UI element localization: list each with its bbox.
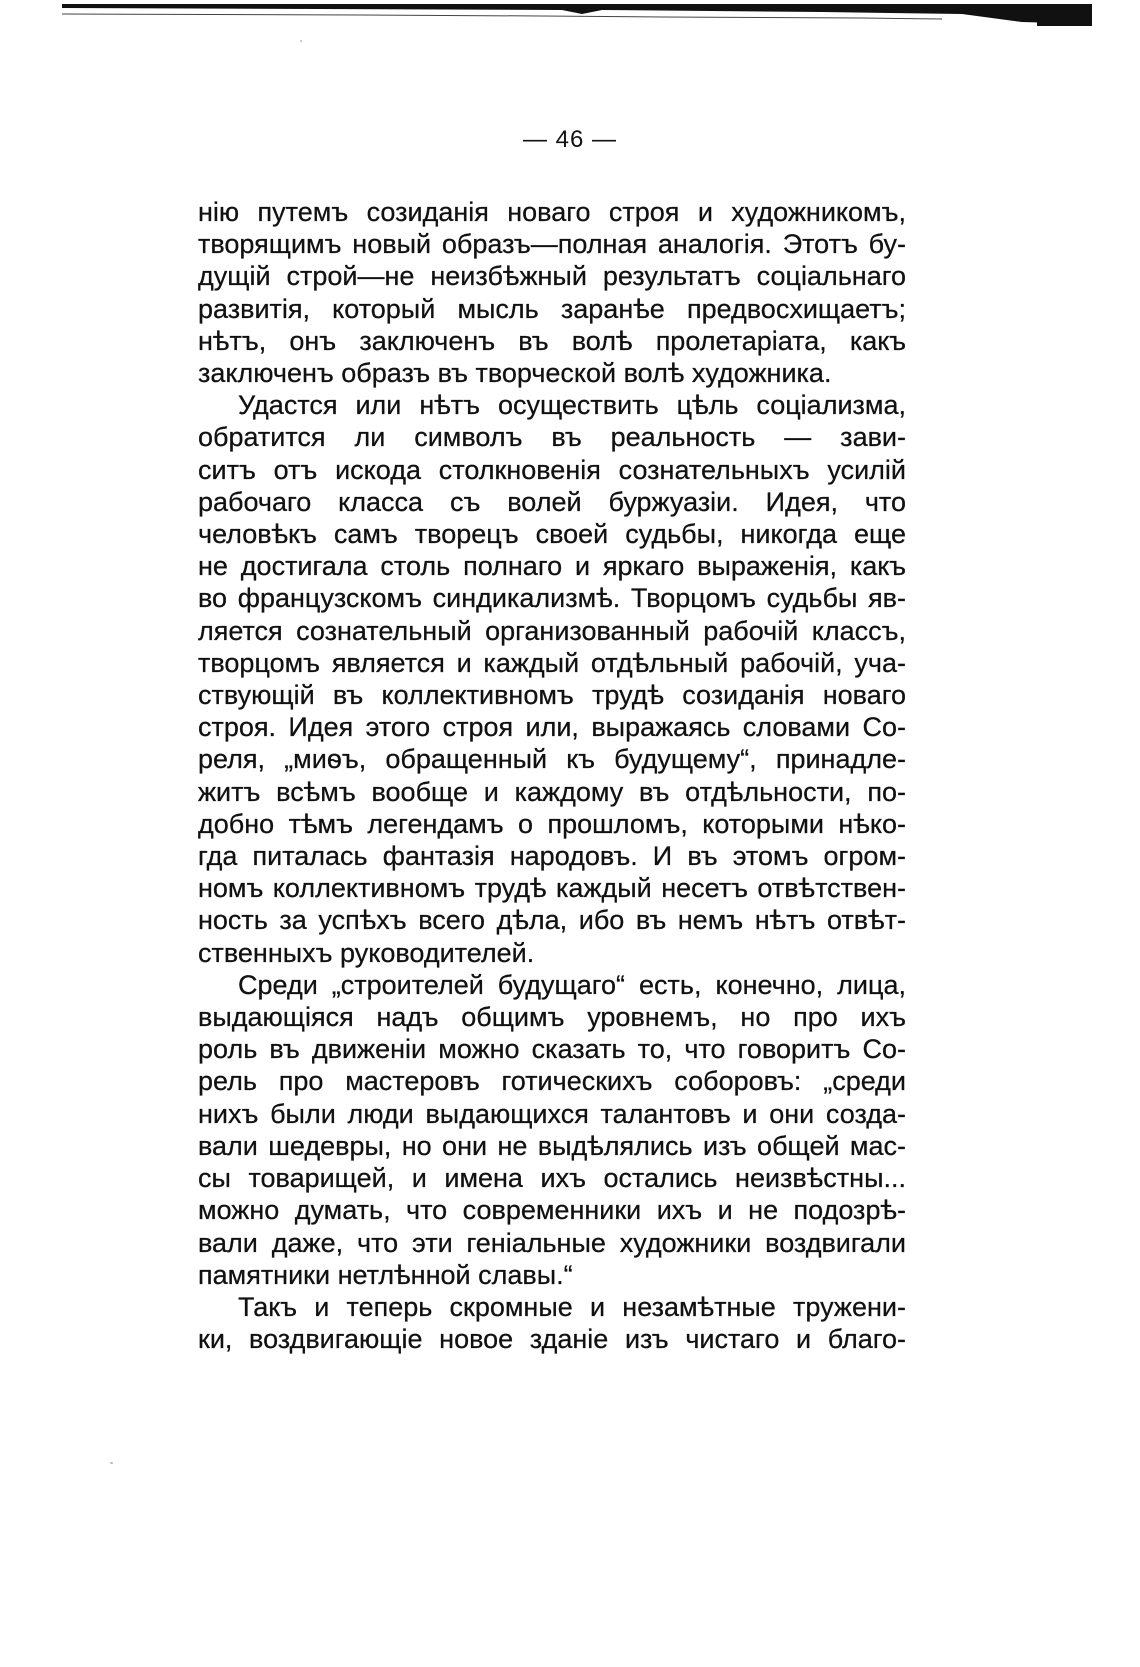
text-line: житъ всѣмъ вообще и каждому въ отдѣльности, по- xyxy=(198,776,906,807)
text-line: вали шедевры, но они не выдѣлялись изъ общей мас- xyxy=(198,1130,906,1161)
text-line: ляется сознательный организованный рабочій классъ, xyxy=(198,615,906,646)
text-line: человѣкъ самъ творецъ своей судьбы, никогда еще xyxy=(198,519,906,550)
text-line: номъ коллективномъ трудѣ каждый несетъ отвѣтствен- xyxy=(198,873,906,904)
text-line: ность за успѣхъ всего дѣла, ибо въ немъ нѣтъ отвѣт- xyxy=(198,905,906,936)
text-line: ственныхъ руководителей. xyxy=(198,937,535,968)
text-line: реля, „миѳъ, обращенный къ будущему“, принадле- xyxy=(198,744,906,775)
text-line: Среди „строителей будущаго“ есть, конечно, лица, xyxy=(238,969,906,1000)
text-line: вали даже, что эти геніальные художники воздвигали xyxy=(198,1227,906,1258)
text-line: дущій строй—не неизбѣжный результатъ соціальнаго xyxy=(198,261,906,292)
text-line: добно тѣмъ легендамъ о прошломъ, которыми нѣко- xyxy=(198,808,906,839)
text-line: нѣтъ, онъ заключенъ въ волѣ пролетаріата, какъ xyxy=(198,325,906,356)
scan-speck xyxy=(300,40,302,42)
text-line: можно думать, что современники ихъ и не подозрѣ- xyxy=(198,1195,906,1226)
text-line: нихъ были люди выдающихся талантовъ и они созда- xyxy=(198,1098,906,1129)
text-line: ки, воздвигающіе новое зданіе изъ чистаго и благо- xyxy=(198,1324,906,1355)
paragraph-1 xyxy=(198,196,906,389)
paragraph-2 xyxy=(198,389,906,969)
body-text xyxy=(198,196,906,1355)
text-line: Удастся или нѣтъ осуществить цѣль соціализма, xyxy=(238,390,906,421)
text-line: во французскомъ синдикализмѣ. Творцомъ судьбы яв- xyxy=(198,583,906,614)
text-line: Такъ и теперь скромные и незамѣтные тружени- xyxy=(238,1291,906,1322)
text-line: не достигала столь полнаго и яркаго выраженія, какъ xyxy=(198,551,906,582)
text-line: развитія, который мысль заранѣе предвосхищаетъ; xyxy=(198,293,906,324)
text-line: творцомъ является и каждый отдѣльный рабочій, уча- xyxy=(198,647,906,678)
paragraph-3 xyxy=(198,969,906,1291)
text-line: выдающіяся надъ общимъ уровнемъ, но про ихъ xyxy=(198,1002,906,1033)
text-line: ситъ отъ искода столкновенія сознательныхъ усилій xyxy=(198,454,906,485)
scan-speck xyxy=(110,1462,113,1464)
text-line: заключенъ образъ въ творческой волѣ художника. xyxy=(198,358,832,389)
text-line: сы товарищей, и имена ихъ остались неизвѣстны... xyxy=(198,1163,906,1194)
text-line: ствующій въ коллективномъ трудѣ созиданія новаго xyxy=(198,680,906,711)
text-line: нію путемъ созиданія новаго строя и художникомъ, xyxy=(198,197,906,227)
text-line: творящимъ новый образъ—полная аналогія. Этотъ бу- xyxy=(198,229,906,260)
text-line: роль въ движеніи можно сказать то, что говоритъ Со- xyxy=(198,1034,906,1065)
text-line: рабочаго класса съ волей буржуазіи. Идея, что xyxy=(198,486,906,517)
paragraph-4 xyxy=(198,1291,906,1355)
text-line: рель про мастеровъ готическихъ соборовъ: „среди xyxy=(198,1066,906,1097)
page-number: — 46 — xyxy=(522,126,618,153)
text-line: обратится ли символъ въ реальность — зави- xyxy=(198,422,906,453)
text-line: строя. Идея этого строя или, выражаясь словами Со- xyxy=(198,712,906,743)
text-line: гда питалась фантазія народовъ. И въ этомъ огром- xyxy=(198,841,906,872)
scan-edge-artifact xyxy=(62,4,1092,26)
text-line: памятники нетлѣнной славы.“ xyxy=(198,1259,573,1290)
